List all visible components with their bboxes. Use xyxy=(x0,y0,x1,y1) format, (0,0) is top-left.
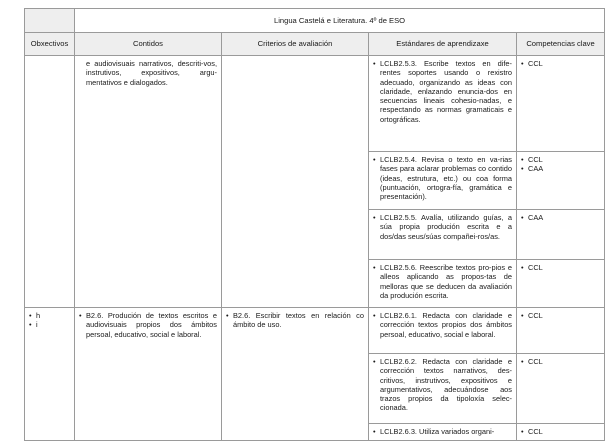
standard-cell xyxy=(369,260,517,308)
header-criteria: Criterios de avaliación xyxy=(222,33,369,56)
competences-cell xyxy=(517,152,605,210)
competence-item: • CAA xyxy=(521,164,600,173)
header-objectives: Obxectivos xyxy=(25,33,75,56)
competence-item: • CCL xyxy=(521,311,600,320)
criteria-cell xyxy=(222,56,369,308)
criteria-cell xyxy=(222,308,369,441)
standard-cell xyxy=(369,152,517,210)
standard-cell xyxy=(369,308,517,354)
standard-text: • LCLB2.6.3. Utiliza variados organi- xyxy=(373,427,512,436)
competence-item: • CCL xyxy=(521,357,600,366)
content-text: • B2.6. Produción de textos escritos e audiovisuais propios dos ámbitos persoal, educativo, social e laboral. xyxy=(79,311,217,339)
objectives-cell xyxy=(25,56,75,308)
standard-text: • LCLB2.5.4. Revisa o texto en va-rias fases para aclarar problemas co contido (ideas, estrutura, etc.) ou coa forma (puntuación, ortogra-fía, gramática e presentación). xyxy=(373,155,512,201)
standard-text: • LCLB2.5.5. Avalía, utilizando guías, a súa propia produción escrita e a dos/das seus/súas compañei-ros/as. xyxy=(373,213,512,241)
competences-cell xyxy=(517,260,605,308)
header-content: Contidos xyxy=(75,33,222,56)
table-header-row xyxy=(25,33,605,56)
table-title: Lingua Castelá e Literatura. 4º de ESO xyxy=(75,9,605,33)
table-title-row xyxy=(25,9,605,33)
competences-cell xyxy=(517,308,605,354)
curriculum-table-page xyxy=(24,8,604,436)
criteria-text: • B2.6. Escribir textos en relación co ámbito de uso. xyxy=(226,311,364,330)
header-standards: Estándares de aprendizaxe xyxy=(369,33,517,56)
objective-item: • i xyxy=(29,320,70,329)
competences-cell xyxy=(517,354,605,424)
competence-item: • CCL xyxy=(521,263,600,272)
objectives-cell xyxy=(25,308,75,441)
competences-cell xyxy=(517,56,605,152)
table-row xyxy=(25,56,605,152)
standard-text: • LCLB2.5.6. Reescribe textos pro-pios e alleos aplicando as propos-tas de melloras que se deducen da avaliación da produción escrita. xyxy=(373,263,512,300)
standard-cell xyxy=(369,424,517,441)
competence-item: • CCL xyxy=(521,59,600,68)
content-text: e audiovisuais narrativos, descriti-vos, instrutivos, expositivos, argu-mentativos e dialogados. xyxy=(86,59,217,87)
competences-cell xyxy=(517,210,605,260)
table-row xyxy=(25,308,605,354)
competence-item: • CCL xyxy=(521,155,600,164)
standard-text: • LCLB2.5.3. Escribe textos en dife-rentes soportes usando o rexistro adecuado, organizando as ideas con claridade, enlazando enuncia-dos en secuencias lineais cohesio-nadas, e respectando as normas gramaticais e ortográficas. xyxy=(373,59,512,124)
content-cell xyxy=(75,308,222,441)
curriculum-table xyxy=(24,8,605,441)
title-spacer-cell xyxy=(25,9,75,33)
standard-cell xyxy=(369,56,517,152)
objective-item: • h xyxy=(29,311,70,320)
competence-item: • CAA xyxy=(521,213,600,222)
content-cell xyxy=(75,56,222,308)
standard-cell xyxy=(369,354,517,424)
standard-cell xyxy=(369,210,517,260)
header-competences: Competencias clave xyxy=(517,33,605,56)
standard-text: • LCLB2.6.2. Redacta con claridade e corrección textos narrativos, des-critivos, instrutivos, expositivos e argumentativos, adecuándose aos trazos propios da tipoloxía selec-cionada. xyxy=(373,357,512,413)
competence-item: • CCL xyxy=(521,427,600,436)
competences-cell xyxy=(517,424,605,441)
standard-text: • LCLB2.6.1. Redacta con claridade e corrección textos propios dos ámbitos persoal, educativo, social e laboral. xyxy=(373,311,512,339)
